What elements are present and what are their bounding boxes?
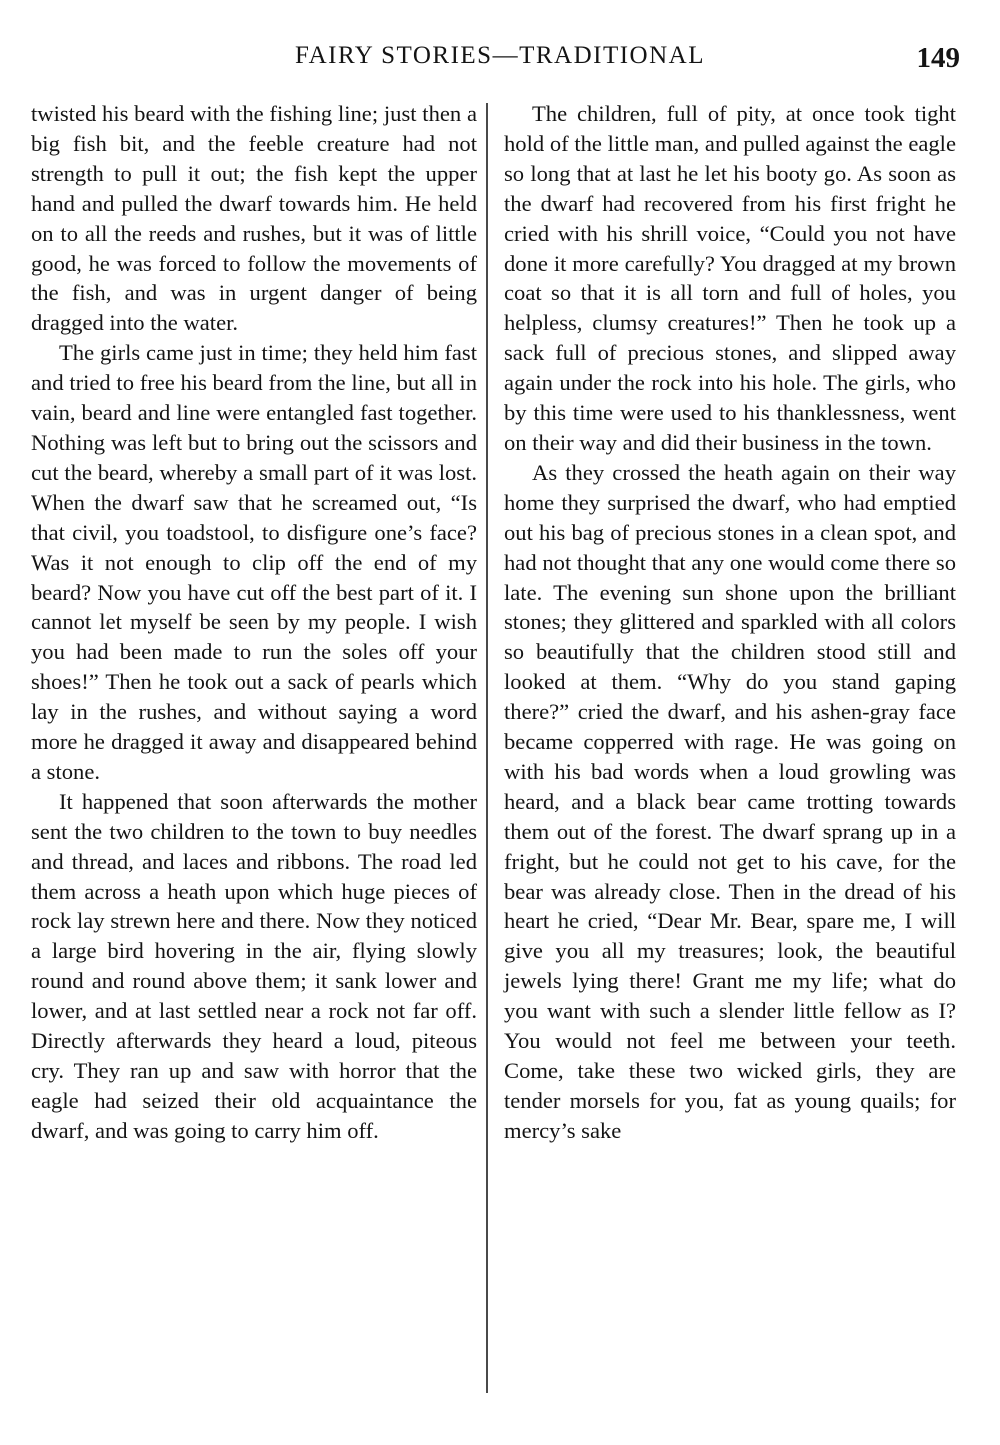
paragraph: twisted his beard with the fishing line; just then a big fish bit, and the feeble creature had not strength to pull it out; the fish kept the upper hand and pulled the dwarf towards him. He held on to all the reeds and rushes, but it was of little good, he was forced to follow the movements of the fish, and was in urgent danger of being dragged into the water. <box>31 101 477 336</box>
running-title: FAIRY STORIES—TRADITIONAL <box>295 42 705 69</box>
paragraph: As they crossed the heath again on their way home they surprised the dwarf, who had emptied out his bag of precious stones in a clean spot, and had not thought that any one would come there so late. The evening sun shone upon the brilliant stones; they glittered and sparkled with all colors so beautifully that the children stood still and looked at them. “Why do you stand gaping there?” cried the dwarf, and his ashen-gray face became copperred with rage. He was going on with his bad words when a loud growling was heard, and a black bear came trotting towards them out of the forest. The dwarf sprang up in a fright, but he could not get to his cave, for the bear was already close. Then in the dread of his heart he cried, “Dear Mr. Bear, spare me, I will give you all my treasures; look, the beautiful jewels lying there! Grant me my life; what do you want with such a slender little fellow as I? You would not feel me between your teeth. Come, take these two wicked girls, they are tender morsels for you, fat as young quails; for mercy’s sake <box>504 459 956 1143</box>
paragraph: The girls came just in time; they held him fast and tried to free his beard from the line, but all in vain, beard and line were entangled fast together. Nothing was left but to bring out the scissors and cut the beard, whereby a small part of it was lost. When the dwarf saw that he screamed out, “Is that civil, you toadstool, to disfigure one’s face? Was it not enough to clip off the end of my beard? Now you have cut off the best part of it. I cannot let myself be seen by my people. I wish you had been made to run the soles off your shoes!” Then he took out a sack of pearls which lay in the rushes, and without saying a word more he dragged it away and disappeared behind a stone. <box>31 340 477 784</box>
left-column <box>31 99 477 1146</box>
page-number: 149 <box>916 42 960 74</box>
paragraph: It happened that soon afterwards the mother sent the two children to the town to buy needles and thread, and laces and ribbons. The road led them across a heath upon which huge pieces of rock lay strewn here and there. Now they noticed a large bird hovering in the air, flying slowly round and round above them; it sank lower and lower, and at last settled near a rock not far off. Directly afterwards they heard a loud, piteous cry. They ran up and saw with horror that the eagle had seized their old acquaintance the dwarf, and was going to carry him off. <box>31 788 477 1143</box>
column-divider <box>486 103 488 1393</box>
paragraph: The children, full of pity, at once took tight hold of the little man, and pulled against the eagle so long that at last he let his booty go. As soon as the dwarf had recovered from his first fright he cried with his shrill voice, “Could you not have done it more carefully? You dragged at my brown coat so that it is all torn and full of holes, you helpless, clumsy creatures!” Then he took up a sack full of precious stones, and slipped away again under the rock into his hole. The girls, who by this time were used to his thanklessness, went on their way and did their business in the town. <box>504 101 956 455</box>
right-column <box>504 99 956 1146</box>
